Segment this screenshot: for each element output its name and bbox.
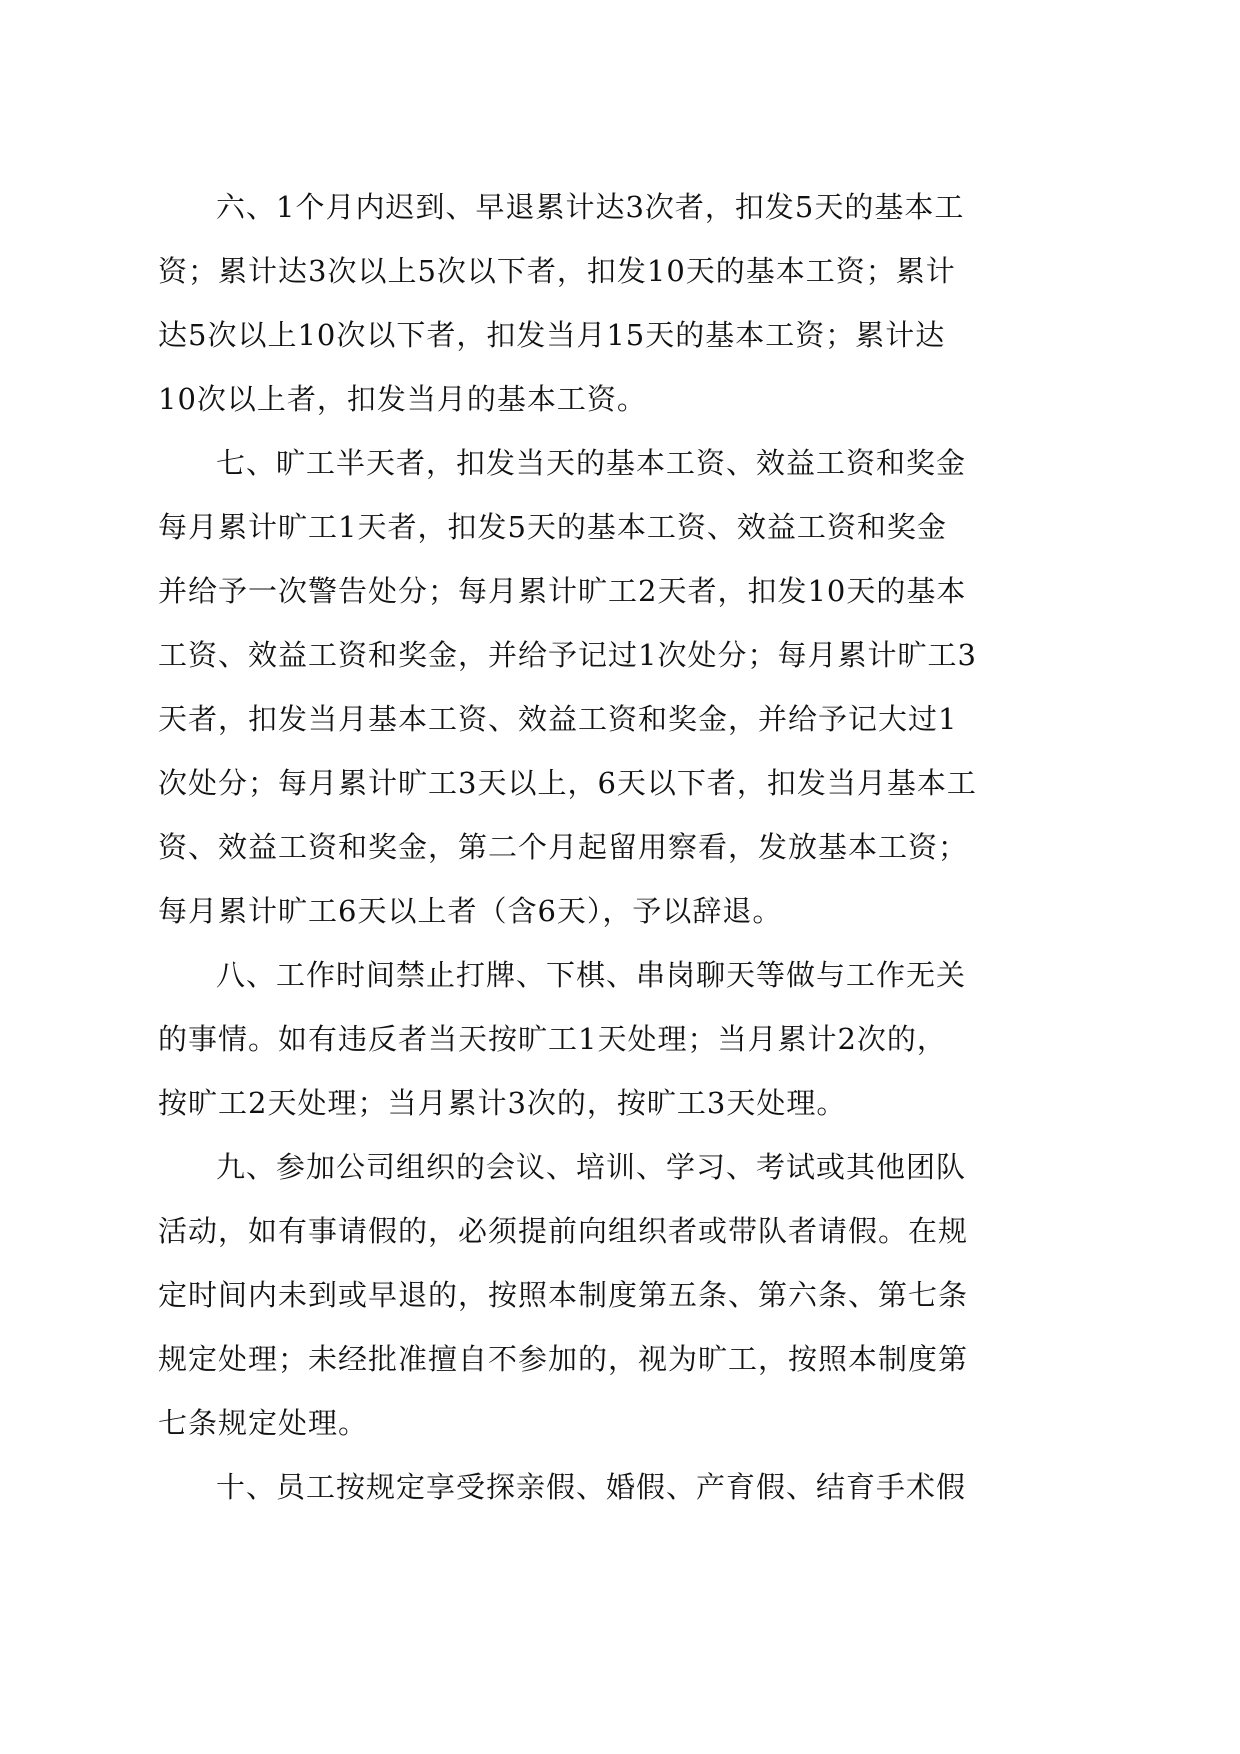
article-8 bbox=[158, 955, 1078, 1147]
article-6 bbox=[158, 187, 1078, 443]
paragraph-line: 九、参加公司组织的会议、培训、学习、考试或其他团队 bbox=[216, 1150, 967, 1184]
paragraph-line: 规定处理；未经批准擅自不参加的，视为旷工，按照本制度第 bbox=[158, 1342, 969, 1376]
paragraph-line: 按旷工2天处理；当月累计3次的，按旷工3天处理。 bbox=[158, 1086, 847, 1120]
paragraph-line: 六、1个月内迟到、早退累计达3次者，扣发5天的基本工 bbox=[216, 190, 965, 224]
paragraph-line: 定时间内未到或早退的，按照本制度第五条、第六条、第七条 bbox=[158, 1278, 969, 1312]
paragraph-line: 活动，如有事请假的，必须提前向组织者或带队者请假。在规 bbox=[158, 1214, 969, 1248]
paragraph-line: 天者，扣发当月基本工资、效益工资和奖金，并给予记大过1 bbox=[158, 702, 958, 736]
paragraph-line: 每月累计旷工6天以上者（含6天），予以辞退。 bbox=[158, 894, 783, 928]
article-10 bbox=[158, 1467, 1078, 1531]
paragraph-line: 每月累计旷工1天者，扣发5天的基本工资、效益工资和奖金 bbox=[158, 510, 947, 544]
document-body bbox=[158, 187, 1078, 1531]
paragraph-line: 工资、效益工资和奖金，并给予记过1次处分；每月累计旷工3 bbox=[158, 638, 977, 672]
paragraph-line: 10次以上者，扣发当月的基本工资。 bbox=[158, 382, 647, 416]
paragraph-line: 资；累计达3次以上5次以下者，扣发10天的基本工资；累计 bbox=[158, 254, 956, 288]
paragraph-line: 达5次以上10次以下者，扣发当月15天的基本工资；累计达 bbox=[158, 318, 946, 352]
paragraph-line: 资、效益工资和奖金，第二个月起留用察看，发放基本工资； bbox=[158, 830, 969, 864]
paragraph-line: 十、员工按规定享受探亲假、婚假、产育假、结育手术假 bbox=[216, 1470, 967, 1504]
paragraph-line: 七条规定处理。 bbox=[158, 1406, 369, 1440]
article-9 bbox=[158, 1147, 1078, 1467]
paragraph-line: 七、旷工半天者，扣发当天的基本工资、效益工资和奖金 bbox=[216, 446, 967, 480]
paragraph-line: 八、工作时间禁止打牌、下棋、串岗聊天等做与工作无关 bbox=[216, 958, 967, 992]
paragraph-line: 并给予一次警告处分；每月累计旷工2天者，扣发10天的基本 bbox=[158, 574, 967, 608]
paragraph-line: 次处分；每月累计旷工3天以上，6天以下者，扣发当月基本工 bbox=[158, 766, 977, 800]
article-7 bbox=[158, 443, 1078, 955]
paragraph-line: 的事情。如有违反者当天按旷工1天处理；当月累计2次的， bbox=[158, 1022, 947, 1056]
